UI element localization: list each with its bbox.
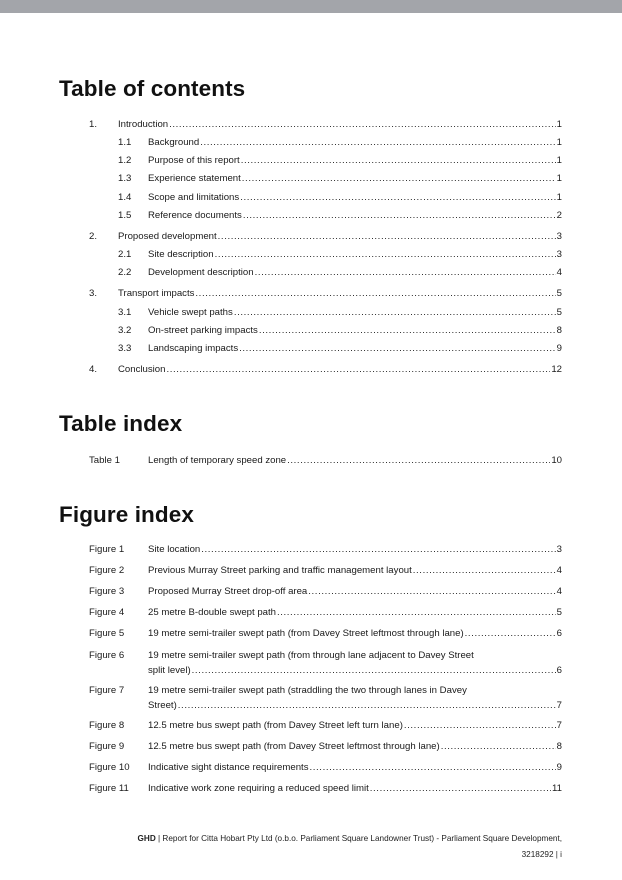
toc-number: 3.2 bbox=[118, 325, 132, 336]
toc-number: 2.1 bbox=[118, 249, 132, 260]
toc-entry[interactable] bbox=[0, 306, 622, 320]
table-index-heading: Table index bbox=[59, 411, 183, 436]
toc-number: 2.2 bbox=[118, 267, 132, 278]
toc-number: 1.4 bbox=[118, 192, 132, 203]
figure-title: 19 metre semi-trailer swept path (from through lane adjacent to Davey Street bbox=[148, 650, 474, 661]
figure-page: 6 bbox=[556, 665, 562, 676]
toc-title: Purpose of this report bbox=[148, 155, 240, 166]
toc-number: 1.3 bbox=[118, 173, 132, 184]
toc-title: Introduction bbox=[118, 119, 169, 130]
toc-entry[interactable] bbox=[0, 342, 622, 356]
toc-title: Landscaping impacts bbox=[148, 343, 239, 354]
toc-entry[interactable] bbox=[0, 287, 622, 301]
figure-title: 12.5 metre bus swept path (from Davey Street left turn lane) bbox=[148, 720, 403, 731]
toc-title: Proposed development bbox=[118, 231, 217, 242]
toc-title: Experience statement bbox=[148, 173, 241, 184]
toc-title: Site description bbox=[148, 249, 214, 260]
toc-entry[interactable] bbox=[0, 230, 622, 244]
footer-company: GHD bbox=[137, 834, 156, 843]
table-page: 10 bbox=[551, 455, 562, 466]
toc-number: 3. bbox=[89, 288, 98, 299]
toc-page: 1 bbox=[556, 192, 562, 203]
figure-index-entry[interactable] bbox=[0, 606, 622, 620]
figure-page: 8 bbox=[556, 741, 562, 752]
toc-page: 9 bbox=[556, 343, 562, 354]
figure-label: Figure 11 bbox=[89, 783, 129, 794]
table-label: Table 1 bbox=[89, 455, 120, 466]
figure-page: 5 bbox=[556, 607, 562, 618]
figure-index-entry[interactable] bbox=[0, 740, 622, 754]
toc-entry[interactable] bbox=[0, 172, 622, 186]
figure-page: 7 bbox=[556, 700, 562, 711]
toc-title: Reference documents bbox=[148, 210, 242, 221]
figure-label: Figure 7 bbox=[89, 685, 125, 696]
figure-title: Site location bbox=[148, 544, 201, 555]
figure-page: 11 bbox=[552, 783, 562, 794]
toc-entry[interactable] bbox=[0, 191, 622, 205]
toc-page: 4 bbox=[556, 267, 562, 278]
figure-label: Figure 9 bbox=[89, 741, 125, 752]
table-title: Length of temporary speed zone bbox=[148, 455, 287, 466]
toc-page: 1 bbox=[556, 155, 562, 166]
toc-page: 3 bbox=[556, 231, 562, 242]
toc-entry[interactable] bbox=[0, 248, 622, 262]
toc-entry[interactable] bbox=[0, 136, 622, 150]
figure-index-entry[interactable] bbox=[0, 627, 622, 641]
toc-number: 2. bbox=[89, 231, 98, 242]
figure-title: 25 metre B-double swept path bbox=[148, 607, 276, 618]
table-index-entry[interactable] bbox=[0, 454, 622, 468]
toc-page: 1 bbox=[556, 119, 562, 130]
figure-label: Figure 4 bbox=[89, 607, 125, 618]
figure-label: Figure 3 bbox=[89, 586, 125, 597]
toc-number: 3.3 bbox=[118, 343, 132, 354]
toc-page: 12 bbox=[551, 364, 562, 375]
toc-entry[interactable] bbox=[0, 363, 622, 377]
figure-title: 12.5 metre bus swept path (from Davey Street leftmost through lane) bbox=[148, 741, 440, 752]
figure-page: 6 bbox=[556, 628, 562, 639]
figure-index-entry[interactable] bbox=[0, 782, 622, 796]
figure-index-entry[interactable] bbox=[0, 585, 622, 599]
figure-page: 3 bbox=[556, 544, 562, 555]
toc-page: 2 bbox=[556, 210, 562, 221]
toc-entry[interactable] bbox=[0, 154, 622, 168]
top-bar bbox=[0, 0, 622, 13]
toc-number: 1.1 bbox=[118, 137, 132, 148]
figure-label: Figure 10 bbox=[89, 762, 130, 773]
toc-number: 1.2 bbox=[118, 155, 132, 166]
figure-title: Proposed Murray Street drop-off area bbox=[148, 586, 308, 597]
figure-index-heading: Figure index bbox=[59, 502, 194, 527]
figure-title: Indicative work zone requiring a reduced speed limit bbox=[148, 783, 369, 794]
figure-title-continued: split level) bbox=[148, 665, 191, 676]
toc-number: 1.5 bbox=[118, 210, 132, 221]
figure-title: Previous Murray Street parking and traffic management layout bbox=[148, 565, 412, 576]
figure-title: 19 metre semi-trailer swept path (straddling the two through lanes in Davey bbox=[148, 685, 467, 696]
toc-page: 3 bbox=[556, 249, 562, 260]
toc-page: 8 bbox=[556, 325, 562, 336]
toc-page: 1 bbox=[556, 137, 562, 148]
figure-index-entry[interactable] bbox=[0, 543, 622, 557]
figure-label: Figure 5 bbox=[89, 628, 125, 639]
figure-title-continued: Street) bbox=[148, 700, 177, 711]
toc-number: 1. bbox=[89, 119, 98, 130]
toc-page: 5 bbox=[556, 307, 562, 318]
toc-title: Conclusion bbox=[118, 364, 166, 375]
toc-title: Development description bbox=[148, 267, 254, 278]
toc-title: Background bbox=[148, 137, 200, 148]
figure-index-entry[interactable] bbox=[0, 719, 622, 733]
figure-label: Figure 1 bbox=[89, 544, 125, 555]
toc-number: 3.1 bbox=[118, 307, 132, 318]
toc-page: 1 bbox=[556, 173, 562, 184]
figure-label: Figure 8 bbox=[89, 720, 125, 731]
footer-report-info: | Report for Citta Hobart Pty Ltd (o.b.o. Parliament Square Landowner Trust) - Parliament Square Development, bbox=[158, 834, 562, 843]
toc-entry[interactable] bbox=[0, 324, 622, 338]
footer-line-2: 3218292 | i bbox=[521, 850, 562, 859]
figure-index-entry[interactable] bbox=[0, 648, 622, 678]
toc-heading: Table of contents bbox=[59, 76, 246, 101]
figure-title: Indicative sight distance requirements bbox=[148, 762, 309, 773]
toc-title: On-street parking impacts bbox=[148, 325, 258, 336]
figure-index-entry[interactable] bbox=[0, 564, 622, 578]
figure-index-entry[interactable] bbox=[0, 683, 622, 713]
toc-entry[interactable] bbox=[0, 266, 622, 280]
figure-page: 4 bbox=[556, 586, 562, 597]
toc-entry[interactable] bbox=[0, 118, 622, 132]
toc-page: 5 bbox=[556, 288, 562, 299]
figure-index-entry[interactable] bbox=[0, 761, 622, 775]
figure-label: Figure 2 bbox=[89, 565, 125, 576]
toc-title: Scope and limitations bbox=[148, 192, 240, 203]
toc-number: 4. bbox=[89, 364, 98, 375]
figure-label: Figure 6 bbox=[89, 650, 125, 661]
toc-title: Vehicle swept paths bbox=[148, 307, 233, 318]
figure-page: 9 bbox=[556, 762, 562, 773]
figure-title: 19 metre semi-trailer swept path (from Davey Street leftmost through lane) bbox=[148, 628, 464, 639]
toc-title: Transport impacts bbox=[118, 288, 195, 299]
toc-entry[interactable] bbox=[0, 209, 622, 223]
figure-page: 4 bbox=[556, 565, 562, 576]
figure-page: 7 bbox=[556, 720, 562, 731]
footer-line-1 bbox=[0, 834, 562, 843]
